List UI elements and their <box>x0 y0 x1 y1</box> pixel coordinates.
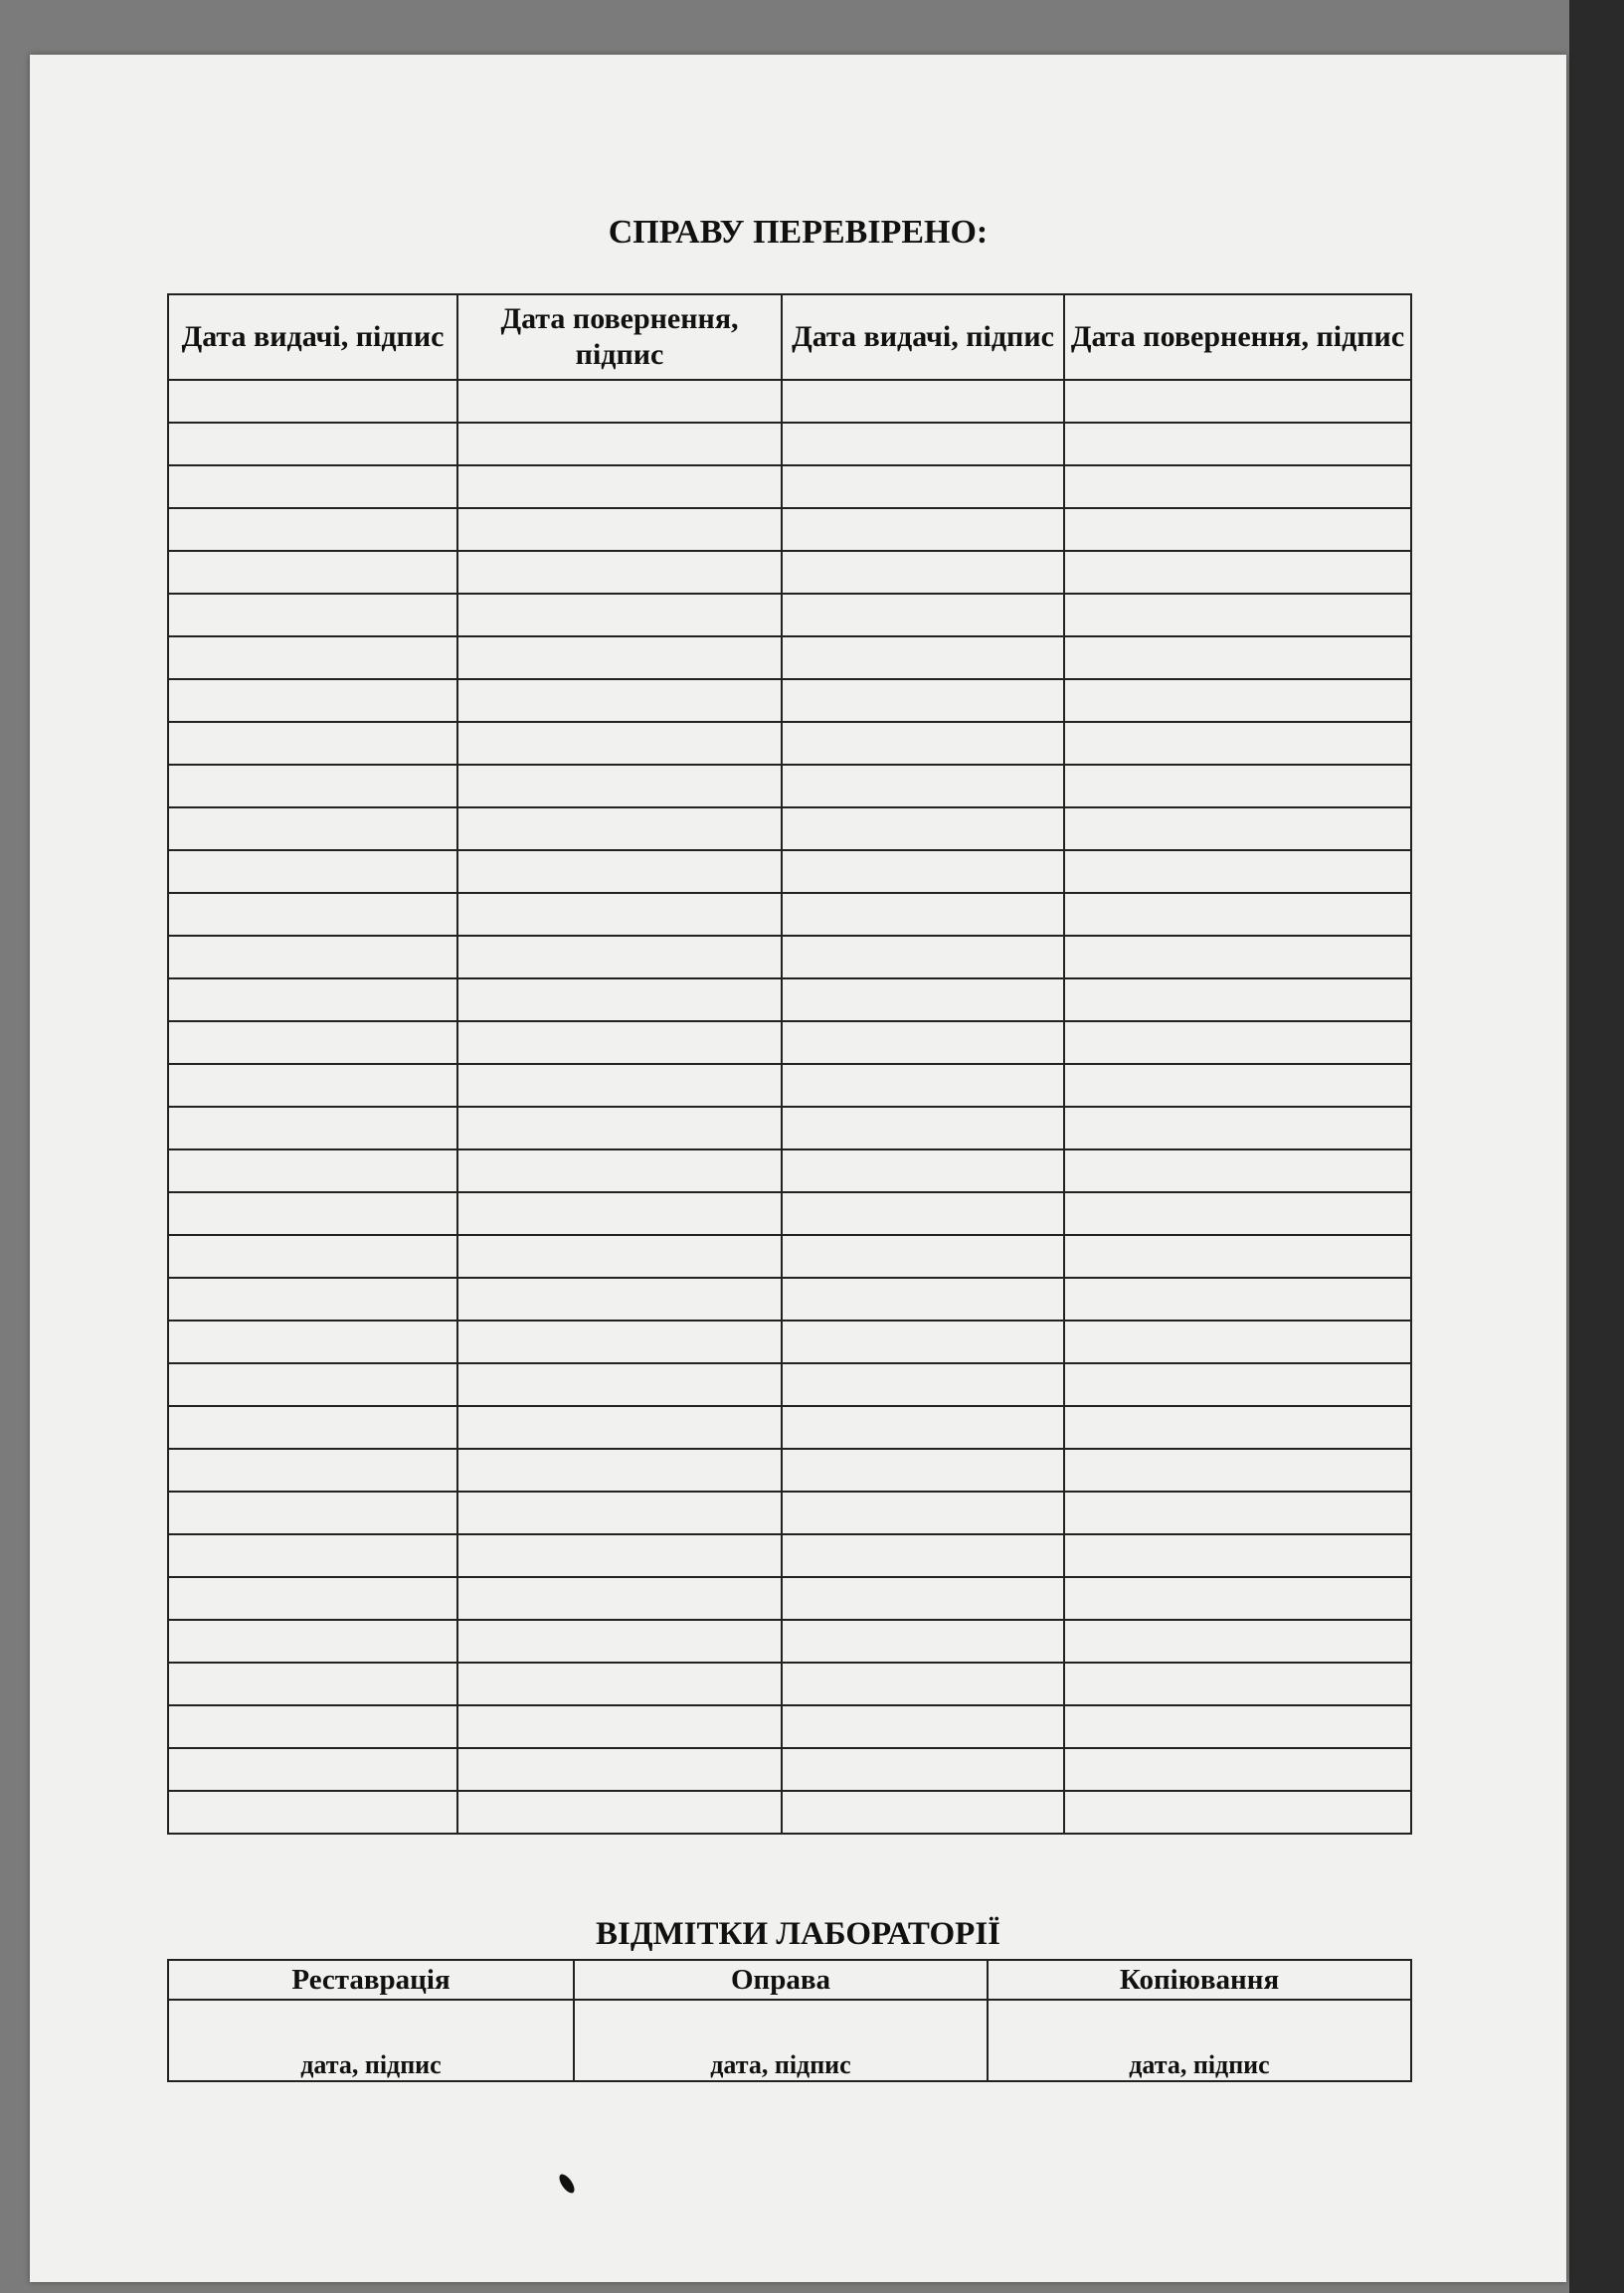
empty-cell <box>782 1791 1064 1834</box>
empty-cell <box>782 508 1064 551</box>
empty-cell <box>782 1663 1064 1705</box>
empty-cell <box>1064 978 1411 1021</box>
empty-cell <box>168 1449 457 1492</box>
empty-cell <box>168 1192 457 1235</box>
empty-cell <box>457 1705 782 1748</box>
empty-cell <box>168 1663 457 1705</box>
empty-cell <box>457 1321 782 1363</box>
empty-cell <box>1064 508 1411 551</box>
empty-cell <box>1064 465 1411 508</box>
empty-cell <box>782 1363 1064 1406</box>
table-row <box>168 1192 1411 1235</box>
table-row <box>168 1577 1411 1620</box>
table-row <box>168 1278 1411 1321</box>
empty-cell <box>782 1748 1064 1791</box>
column-header-return-date: Дата повернення, підпис <box>457 294 782 380</box>
table-row <box>168 807 1411 850</box>
empty-cell <box>168 1363 457 1406</box>
table-row <box>168 594 1411 636</box>
empty-cell <box>1064 1748 1411 1791</box>
empty-cell <box>457 380 782 423</box>
empty-cell <box>168 1149 457 1192</box>
empty-cell <box>1064 722 1411 765</box>
empty-cell <box>782 594 1064 636</box>
table-row <box>168 1748 1411 1791</box>
empty-cell <box>168 765 457 807</box>
table-row <box>168 1149 1411 1192</box>
empty-cell <box>168 1705 457 1748</box>
empty-cell <box>782 1149 1064 1192</box>
table-row <box>168 893 1411 936</box>
empty-cell <box>457 978 782 1021</box>
empty-cell <box>457 1363 782 1406</box>
empty-cell <box>457 636 782 679</box>
table-row <box>168 1021 1411 1064</box>
empty-cell <box>782 936 1064 978</box>
empty-cell <box>782 807 1064 850</box>
empty-cell <box>168 551 457 594</box>
empty-cell <box>168 1406 457 1449</box>
check-section-title: СПРАВУ ПЕРЕВІРЕНО: <box>608 214 989 251</box>
empty-cell <box>782 978 1064 1021</box>
lab-section-title: ВІДМІТКИ ЛАБОРАТОРІЇ <box>595 1916 1001 1952</box>
empty-cell <box>457 1449 782 1492</box>
empty-cell <box>1064 1406 1411 1449</box>
lab-table-header <box>168 1960 1411 2000</box>
empty-cell <box>1064 1321 1411 1363</box>
empty-cell <box>457 1235 782 1278</box>
empty-cell <box>168 465 457 508</box>
empty-cell <box>457 1791 782 1834</box>
table-row <box>168 1406 1411 1449</box>
empty-cell <box>168 1107 457 1149</box>
empty-cell <box>168 850 457 893</box>
empty-cell <box>457 1192 782 1235</box>
empty-cell <box>457 1021 782 1064</box>
empty-cell <box>457 765 782 807</box>
empty-cell <box>1064 893 1411 936</box>
empty-cell <box>1064 1021 1411 1064</box>
empty-cell <box>1064 1149 1411 1192</box>
empty-cell <box>782 1021 1064 1064</box>
empty-cell <box>168 679 457 722</box>
empty-cell <box>1064 850 1411 893</box>
empty-cell <box>782 1534 1064 1577</box>
empty-cell <box>168 807 457 850</box>
empty-cell <box>168 1577 457 1620</box>
empty-cell <box>168 722 457 765</box>
table-row <box>168 508 1411 551</box>
table-row <box>168 1534 1411 1577</box>
empty-cell <box>457 1406 782 1449</box>
table-row <box>168 1663 1411 1705</box>
column-header-copying: Копіювання <box>988 1960 1411 2000</box>
empty-cell <box>457 1064 782 1107</box>
empty-cell <box>457 465 782 508</box>
table-row <box>168 636 1411 679</box>
table-row <box>168 1620 1411 1663</box>
empty-cell <box>1064 1107 1411 1149</box>
empty-cell <box>1064 1705 1411 1748</box>
empty-cell <box>782 1705 1064 1748</box>
empty-cell <box>457 807 782 850</box>
empty-cell <box>168 1620 457 1663</box>
table-row <box>168 1492 1411 1534</box>
empty-cell <box>457 1663 782 1705</box>
empty-cell <box>782 380 1064 423</box>
column-header-restoration: Реставрація <box>168 1960 574 2000</box>
empty-cell <box>782 551 1064 594</box>
lab-table <box>167 1959 1412 2082</box>
empty-cell <box>1064 1663 1411 1705</box>
empty-cell <box>1064 1534 1411 1577</box>
empty-cell <box>1064 1363 1411 1406</box>
empty-cell <box>782 1321 1064 1363</box>
document-page <box>30 55 1566 2282</box>
empty-cell <box>782 1235 1064 1278</box>
empty-cell <box>168 978 457 1021</box>
empty-cell <box>457 508 782 551</box>
empty-cell <box>168 1064 457 1107</box>
empty-cell <box>457 893 782 936</box>
column-header-binding: Оправа <box>574 1960 988 2000</box>
table-row <box>168 936 1411 978</box>
empty-cell <box>457 679 782 722</box>
empty-cell <box>168 1235 457 1278</box>
empty-cell <box>168 1278 457 1321</box>
scanner-background-strip <box>1569 0 1624 2293</box>
empty-cell <box>782 1064 1064 1107</box>
empty-cell <box>782 850 1064 893</box>
empty-cell <box>1064 636 1411 679</box>
empty-cell <box>782 765 1064 807</box>
empty-cell <box>168 1748 457 1791</box>
check-table-header <box>168 294 1411 380</box>
empty-cell <box>168 893 457 936</box>
empty-cell <box>782 1577 1064 1620</box>
empty-cell <box>457 1620 782 1663</box>
table-row <box>168 423 1411 465</box>
empty-cell <box>782 722 1064 765</box>
empty-cell <box>782 423 1064 465</box>
empty-cell <box>457 1278 782 1321</box>
lab-table-row <box>168 2000 1411 2081</box>
empty-cell <box>1064 594 1411 636</box>
empty-cell <box>1064 1192 1411 1235</box>
empty-cell <box>168 1321 457 1363</box>
check-table <box>167 293 1412 1835</box>
table-row <box>168 1107 1411 1149</box>
empty-cell <box>168 1534 457 1577</box>
empty-cell <box>457 594 782 636</box>
column-header-issue-date: Дата видачі, підпис <box>782 294 1064 380</box>
empty-cell <box>1064 1791 1411 1834</box>
table-row <box>168 1235 1411 1278</box>
empty-cell <box>1064 1620 1411 1663</box>
table-row <box>168 1791 1411 1834</box>
empty-cell <box>457 1492 782 1534</box>
empty-cell <box>168 1021 457 1064</box>
empty-cell <box>782 465 1064 508</box>
empty-cell <box>457 850 782 893</box>
empty-cell <box>457 423 782 465</box>
table-row <box>168 679 1411 722</box>
empty-cell <box>457 1149 782 1192</box>
empty-cell <box>1064 936 1411 978</box>
empty-cell <box>457 551 782 594</box>
empty-cell <box>168 636 457 679</box>
table-row <box>168 1064 1411 1107</box>
empty-cell <box>782 1449 1064 1492</box>
binding-date-signature: дата, підпис <box>574 2000 988 2081</box>
empty-cell <box>168 1791 457 1834</box>
empty-cell <box>1064 1235 1411 1278</box>
table-row <box>168 765 1411 807</box>
empty-cell <box>1064 1278 1411 1321</box>
table-row <box>168 551 1411 594</box>
empty-cell <box>168 936 457 978</box>
empty-cell <box>457 1107 782 1149</box>
empty-cell <box>457 1534 782 1577</box>
empty-cell <box>1064 679 1411 722</box>
empty-cell <box>1064 807 1411 850</box>
empty-cell <box>1064 551 1411 594</box>
empty-cell <box>457 722 782 765</box>
table-row <box>168 1705 1411 1748</box>
empty-cell <box>457 936 782 978</box>
empty-cell <box>782 679 1064 722</box>
empty-cell <box>782 1107 1064 1149</box>
column-header-return-date: Дата повернення, підпис <box>1064 294 1411 380</box>
restoration-date-signature: дата, підпис <box>168 2000 574 2081</box>
empty-cell <box>782 1492 1064 1534</box>
empty-cell <box>168 1492 457 1534</box>
table-row <box>168 978 1411 1021</box>
table-row <box>168 380 1411 423</box>
empty-cell <box>782 1278 1064 1321</box>
empty-cell <box>782 636 1064 679</box>
empty-cell <box>1064 1577 1411 1620</box>
empty-cell <box>782 1406 1064 1449</box>
empty-cell <box>457 1748 782 1791</box>
table-row <box>168 1363 1411 1406</box>
empty-cell <box>782 1192 1064 1235</box>
table-row <box>168 1321 1411 1363</box>
empty-cell <box>168 423 457 465</box>
table-row <box>168 722 1411 765</box>
copying-date-signature: дата, підпис <box>988 2000 1411 2081</box>
empty-cell <box>1064 1492 1411 1534</box>
empty-cell <box>1064 423 1411 465</box>
table-row <box>168 1449 1411 1492</box>
empty-cell <box>782 893 1064 936</box>
column-header-issue-date: Дата видачі, підпис <box>168 294 457 380</box>
empty-cell <box>168 594 457 636</box>
empty-cell <box>1064 1064 1411 1107</box>
table-row <box>168 850 1411 893</box>
empty-cell <box>168 380 457 423</box>
empty-cell <box>168 508 457 551</box>
check-table-body <box>168 380 1411 1834</box>
empty-cell <box>1064 380 1411 423</box>
empty-cell <box>1064 765 1411 807</box>
empty-cell <box>782 1620 1064 1663</box>
empty-cell <box>457 1577 782 1620</box>
table-row <box>168 465 1411 508</box>
empty-cell <box>1064 1449 1411 1492</box>
